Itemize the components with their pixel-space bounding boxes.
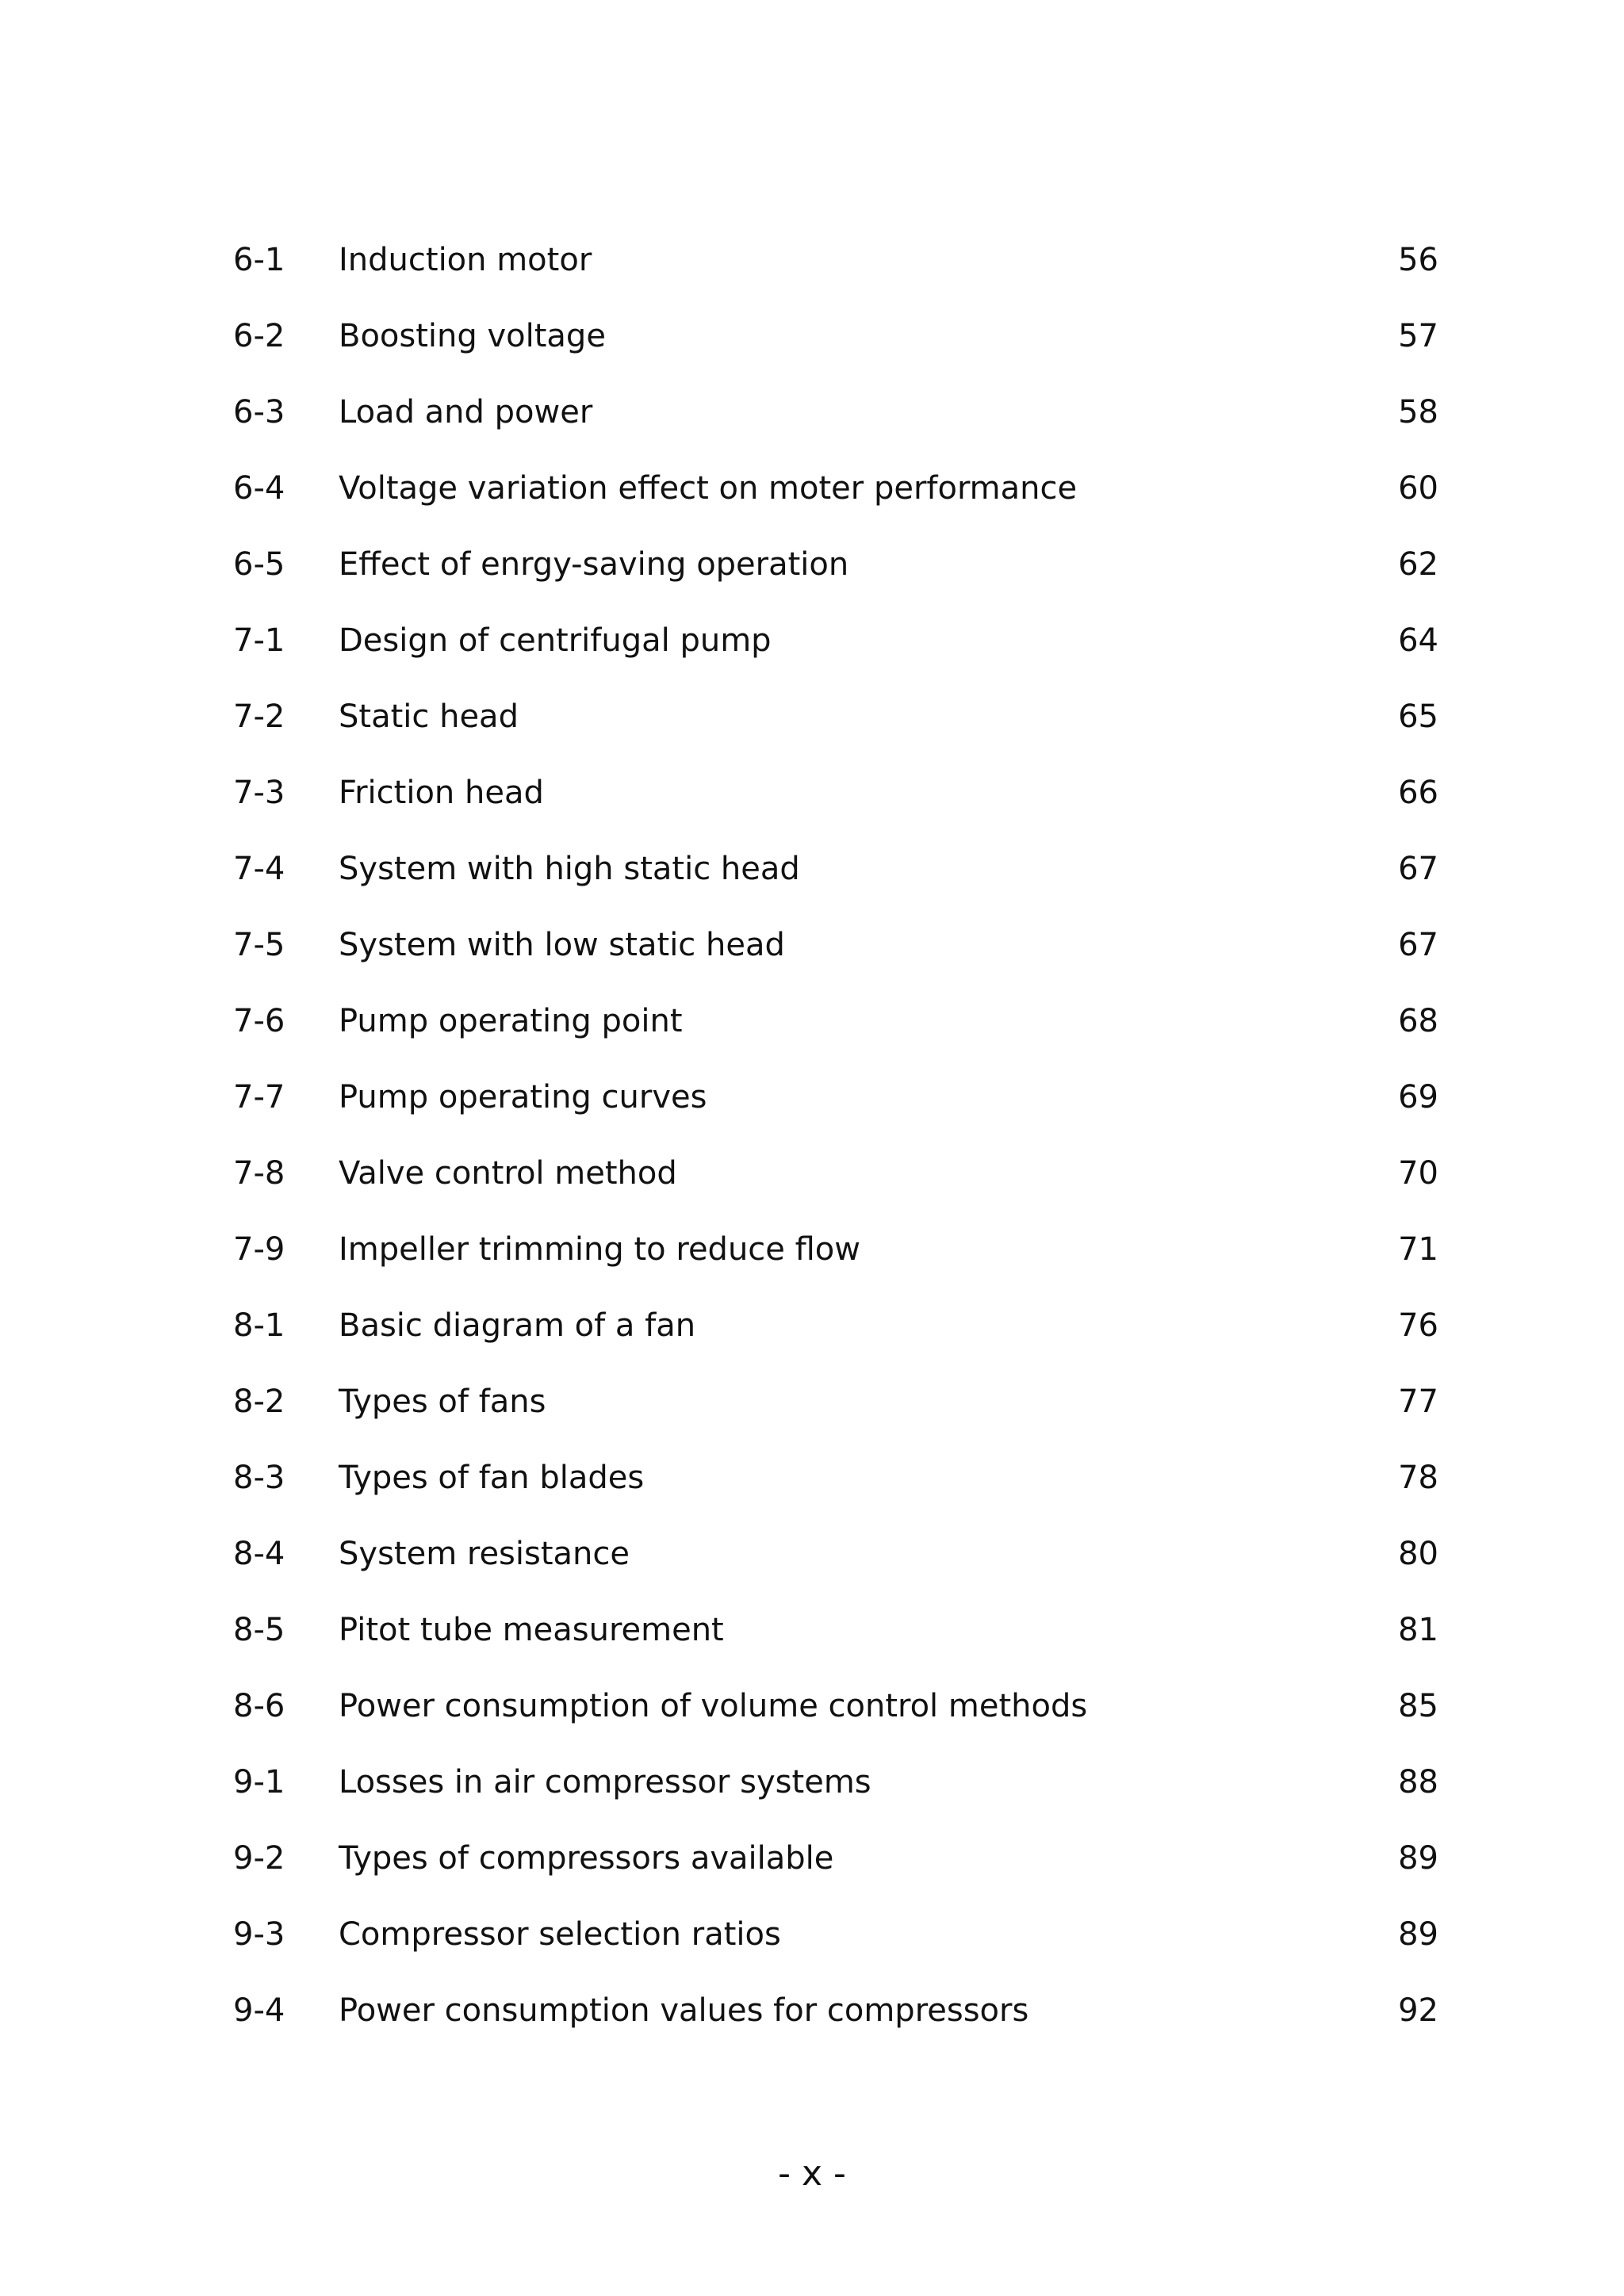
figure-title: Types of fan blades: [339, 1460, 645, 1496]
figure-title: Types of fans: [339, 1383, 546, 1420]
figure-title: System with high static head: [339, 851, 800, 887]
page-number: 58: [1398, 394, 1438, 430]
page-number: 71: [1398, 1231, 1438, 1268]
figure-title: Pitot tube measurement: [339, 1612, 724, 1648]
figure-title: Types of compressors available: [339, 1840, 834, 1877]
figure-title: Power consumption values for compressors: [339, 1992, 1029, 2029]
toc-row: [0, 617, 1624, 664]
toc-row: [0, 1302, 1624, 1349]
page-number: 66: [1398, 775, 1438, 811]
figure-title: Static head: [339, 698, 519, 735]
figure-number: 8-1: [233, 1307, 285, 1344]
toc-row: [0, 1378, 1624, 1425]
figure-number: 7-6: [233, 1003, 285, 1039]
figure-number: 7-4: [233, 851, 285, 887]
toc-row: [0, 1150, 1624, 1197]
figure-number: 6-1: [233, 242, 285, 278]
page-number: 77: [1398, 1383, 1438, 1420]
figure-title: Basic diagram of a fan: [339, 1307, 696, 1344]
figure-title: Friction head: [339, 775, 544, 811]
toc-row: [0, 769, 1624, 817]
page-number: 67: [1398, 851, 1438, 887]
toc-row: [0, 1226, 1624, 1273]
figure-title: Pump operating point: [339, 1003, 683, 1039]
page-number: 60: [1398, 470, 1438, 507]
page-number: 62: [1398, 546, 1438, 583]
figure-number: 6-4: [233, 470, 285, 507]
figure-title: Effect of enrgy-saving operation: [339, 546, 849, 583]
figure-title: System with low static head: [339, 927, 785, 963]
figure-number: 9-3: [233, 1916, 285, 1953]
page-number: 88: [1398, 1764, 1438, 1800]
toc-row: [0, 388, 1624, 436]
figure-number: 7-9: [233, 1231, 285, 1268]
toc-row: [0, 693, 1624, 740]
page-number: 70: [1398, 1155, 1438, 1192]
toc-row: [0, 1758, 1624, 1806]
toc-row: [0, 465, 1624, 512]
page-number: 68: [1398, 1003, 1438, 1039]
page-number: 81: [1398, 1612, 1438, 1648]
figure-number: 8-2: [233, 1383, 285, 1420]
figure-title: Impeller trimming to reduce flow: [339, 1231, 860, 1268]
page-number: 56: [1398, 242, 1438, 278]
figure-title: Power consumption of volume control methods: [339, 1688, 1088, 1724]
figure-number: 7-8: [233, 1155, 285, 1192]
toc-row: [0, 1606, 1624, 1654]
page-number: 67: [1398, 927, 1438, 963]
page-number: 65: [1398, 698, 1438, 735]
page-number-footer: - x -: [778, 2153, 846, 2194]
figure-number: 8-4: [233, 1536, 285, 1572]
toc-row: [0, 1835, 1624, 1882]
toc-row: [0, 312, 1624, 360]
figure-title: Design of centrifugal pump: [339, 622, 772, 659]
page-number: 78: [1398, 1460, 1438, 1496]
figure-title: Valve control method: [339, 1155, 677, 1192]
figure-title: System resistance: [339, 1536, 630, 1572]
page-number: 89: [1398, 1916, 1438, 1953]
figure-number: 6-3: [233, 394, 285, 430]
figure-title: Boosting voltage: [339, 318, 606, 354]
figure-title: Load and power: [339, 394, 593, 430]
toc-row: [0, 236, 1624, 284]
figure-number: 9-1: [233, 1764, 285, 1800]
page-number: 76: [1398, 1307, 1438, 1344]
page-number: 89: [1398, 1840, 1438, 1877]
toc-row: [0, 1911, 1624, 1958]
figure-title: Compressor selection ratios: [339, 1916, 781, 1953]
figure-title: Induction motor: [339, 242, 592, 278]
page-number: 92: [1398, 1992, 1438, 2029]
figure-number: 9-4: [233, 1992, 285, 2029]
toc-row: [0, 997, 1624, 1045]
page-number: 80: [1398, 1536, 1438, 1572]
page-number: 69: [1398, 1079, 1438, 1115]
figure-number: 6-2: [233, 318, 285, 354]
toc-row: [0, 1530, 1624, 1578]
figure-title: Voltage variation effect on moter performance: [339, 470, 1078, 507]
page-number: 64: [1398, 622, 1438, 659]
toc-row: [0, 1987, 1624, 2034]
figure-number: 7-1: [233, 622, 285, 659]
toc-row: [0, 1454, 1624, 1502]
toc-row: [0, 1073, 1624, 1121]
toc-row: [0, 921, 1624, 969]
figure-number: 8-6: [233, 1688, 285, 1724]
figure-number: 8-3: [233, 1460, 285, 1496]
page-number: 85: [1398, 1688, 1438, 1724]
figure-number: 8-5: [233, 1612, 285, 1648]
figure-number: 7-7: [233, 1079, 285, 1115]
figure-number: 9-2: [233, 1840, 285, 1877]
figure-number: 7-2: [233, 698, 285, 735]
page-number: 57: [1398, 318, 1438, 354]
figure-number: 6-5: [233, 546, 285, 583]
toc-row: [0, 1682, 1624, 1730]
figure-number: 7-3: [233, 775, 285, 811]
toc-row: [0, 541, 1624, 588]
toc-row: [0, 845, 1624, 893]
figure-title: Losses in air compressor systems: [339, 1764, 871, 1800]
figure-number: 7-5: [233, 927, 285, 963]
figure-title: Pump operating curves: [339, 1079, 707, 1115]
